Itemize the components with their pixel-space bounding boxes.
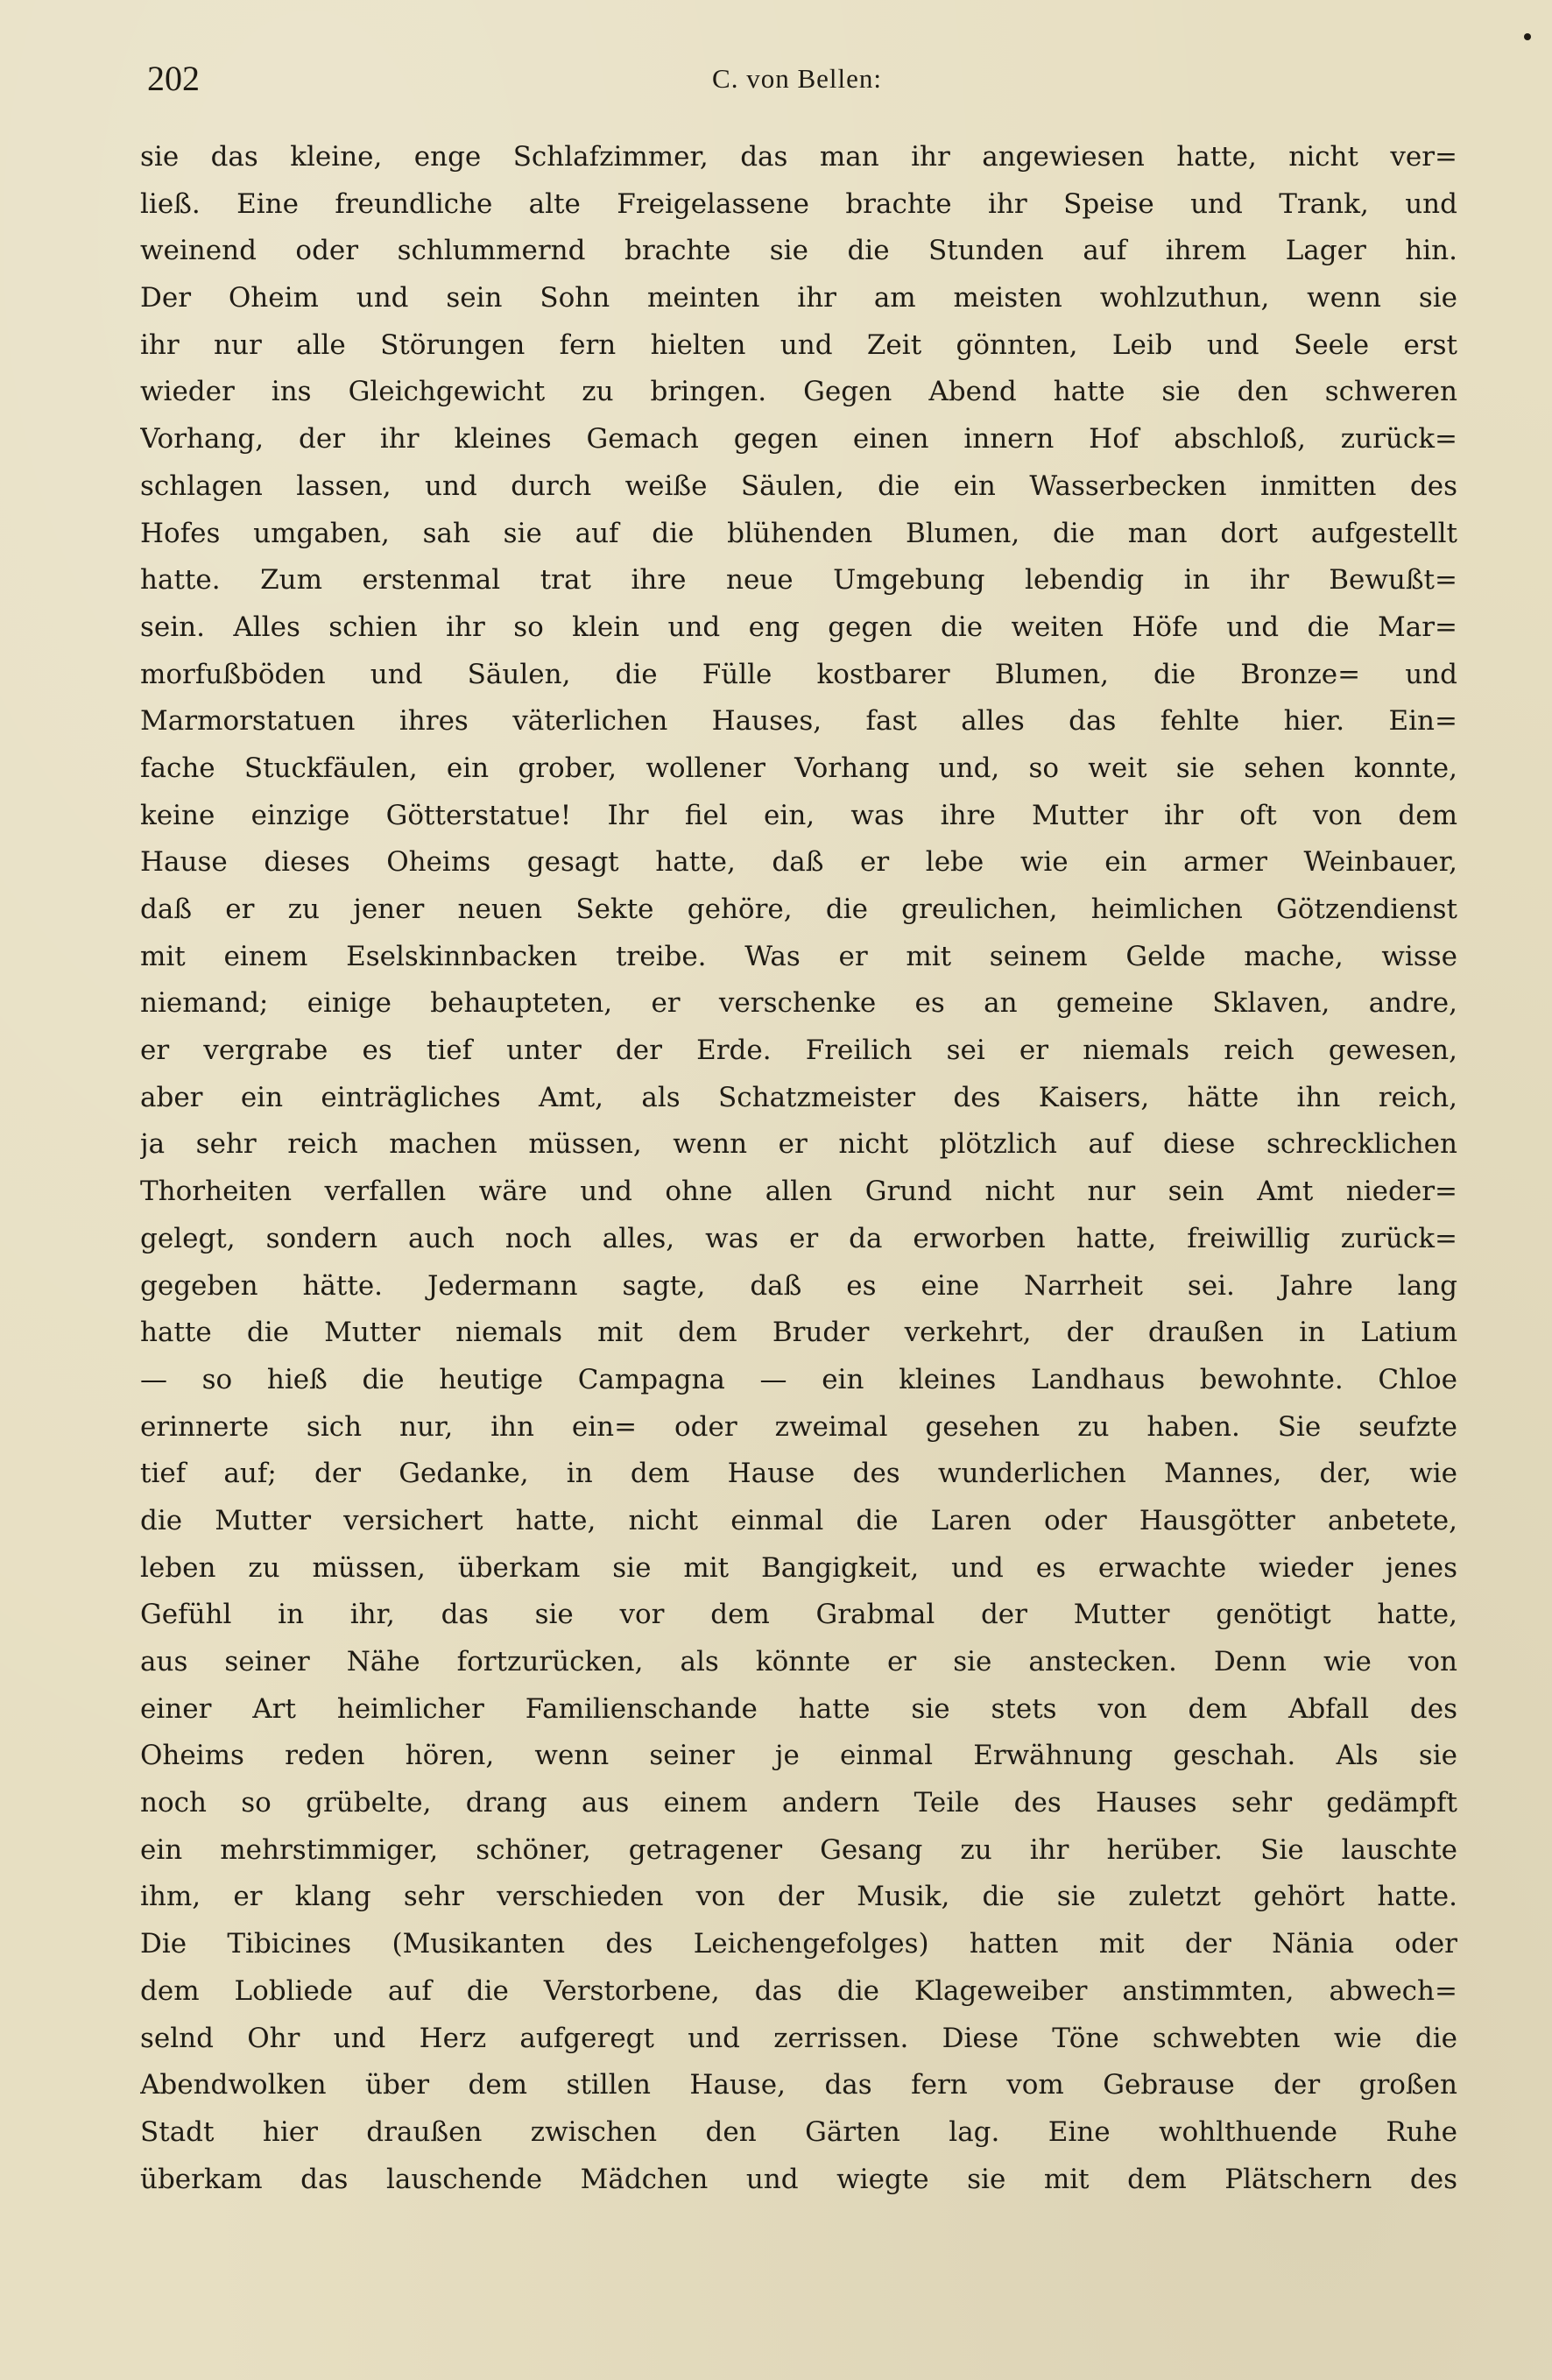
text-line: die Mutter versichert hatte, nicht einmal die Laren oder Hausgötter anbetete, — [140, 1504, 1457, 1536]
text-line: erinnerte sich nur, ihn ein= oder zweimal gesehen zu haben. Sie seufzte — [140, 1410, 1457, 1443]
text-line: gegeben hätte. Jedermann sagte, daß es eine Narrheit sei. Jahre lang — [140, 1269, 1457, 1302]
text-line: Thorheiten verfallen wäre und ohne allen Grund nicht nur sein Amt nieder= — [140, 1176, 1457, 1208]
text-line: keine einzige Götterstatue! Ihr fiel ein, was ihre Mutter ihr oft von dem — [140, 799, 1457, 831]
text-line: Vorhang, der ihr kleines Gemach gegen einen innern Hof abschloß, zurück= — [140, 423, 1457, 456]
text-line: Hofes umgaben, sah sie auf die blühenden Blumen, die man dort aufgestellt — [140, 517, 1457, 549]
text-line: wieder ins Gleichgewicht zu bringen. Gegen Abend hatte sie den schweren — [140, 376, 1457, 408]
text-line: weinend oder schlummernd brachte sie die Stunden auf ihrem Lager hin. — [140, 235, 1457, 267]
text-line: Stadt hier draußen zwischen den Gärten lag. Eine wohlthuende Ruhe — [140, 2115, 1457, 2148]
page-header — [147, 53, 1447, 105]
body-text — [140, 134, 1457, 2203]
text-line: ihm, er klang sehr verschieden von der Musik, die sie zuletzt gehört hatte. — [140, 1881, 1457, 1913]
text-line: — so hieß die heutige Campagna — ein kleines Landhaus bewohnte. Chloe — [140, 1363, 1457, 1395]
page-number: 202 — [147, 59, 200, 98]
text-line: selnd Ohr und Herz aufgeregt und zerrissen. Diese Töne schwebten wie die — [140, 2022, 1457, 2054]
text-line: ihr nur alle Störungen fern hielten und Zeit gönnten, Leib und Seele erst — [140, 328, 1457, 361]
ink-speck — [1524, 33, 1531, 40]
text-line: fache Stuckfäulen, ein grober, wollener Vorhang und, so weit sie sehen konnte, — [140, 752, 1457, 784]
text-line: ja sehr reich machen müssen, wenn er nicht plötzlich auf diese schrecklichen — [140, 1128, 1457, 1161]
text-line: ließ. Eine freundliche alte Freigelassene brachte ihr Speise und Trank, und — [140, 187, 1457, 220]
text-line: Abendwolken über dem stillen Hause, das fern vom Gebrause der großen — [140, 2069, 1457, 2101]
text-line: ein mehrstimmiger, schöner, getragener Gesang zu ihr herüber. Sie lauschte — [140, 1833, 1457, 1866]
text-line: niemand; einige behaupteten, er verschenke es an gemeine Sklaven, andre, — [140, 987, 1457, 1020]
text-line: morfußböden und Säulen, die Fülle kostbarer Blumen, die Bronze= und — [140, 658, 1457, 690]
text-line: aber ein einträgliches Amt, als Schatzmeister des Kaisers, hätte ihn reich, — [140, 1081, 1457, 1113]
text-line: Hause dieses Oheims gesagt hatte, daß er lebe wie ein armer Weinbauer, — [140, 846, 1457, 879]
text-line: noch so grübelte, drang aus einem andern Teile des Hauses sehr gedämpft — [140, 1787, 1457, 1819]
text-line: Oheims reden hören, wenn seiner je einmal Erwähnung geschah. Als sie — [140, 1740, 1457, 1772]
text-line: überkam das lauschende Mädchen und wiegte sie mit dem Plätschern des — [140, 2163, 1457, 2195]
text-line: sie das kleine, enge Schlafzimmer, das man ihr angewiesen hatte, nicht ver= — [140, 141, 1457, 173]
text-line: leben zu müssen, überkam sie mit Bangigkeit, und es erwachte wieder jenes — [140, 1551, 1457, 1584]
text-line: er vergrabe es tief unter der Erde. Freilich sei er niemals reich gewesen, — [140, 1035, 1457, 1067]
text-line: Der Oheim und sein Sohn meinten ihr am meisten wohlzuthun, wenn sie — [140, 282, 1457, 314]
text-line: Gefühl in ihr, das sie vor dem Grabmal der Mutter genötigt hatte, — [140, 1599, 1457, 1631]
text-line: schlagen lassen, und durch weiße Säulen, die ein Wasserbecken inmitten des — [140, 470, 1457, 502]
text-line: gelegt, sondern auch noch alles, was er da erworben hatte, freiwillig zurück= — [140, 1222, 1457, 1254]
text-line: hatte die Mutter niemals mit dem Bruder verkehrt, der draußen in Latium — [140, 1317, 1457, 1349]
text-line: aus seiner Nähe fortzurücken, als könnte er sie anstecken. Denn wie von — [140, 1646, 1457, 1677]
text-line: mit einem Eselskinnbacken treibe. Was er mit seinem Gelde mache, wisse — [140, 940, 1457, 972]
text-line: Marmorstatuen ihres väterlichen Hauses, fast alles das fehlte hier. Ein= — [140, 705, 1457, 738]
text-line: sein. Alles schien ihr so klein und eng gegen die weiten Höfe und die Mar= — [140, 611, 1457, 643]
text-line: dem Lobliede auf die Verstorbene, das die Klageweiber anstimmten, abwech= — [140, 1974, 1457, 2007]
text-line: einer Art heimlicher Familienschande hatte sie stets von dem Abfall des — [140, 1692, 1457, 1725]
text-line: daß er zu jener neuen Sekte gehöre, die greulichen, heimlichen Götzendienst — [140, 893, 1457, 925]
text-line: tief auf; der Gedanke, in dem Hause des wunderlichen Mannes, der, wie — [140, 1458, 1457, 1490]
text-line: hatte. Zum erstenmal trat ihre neue Umgebung lebendig in ihr Bewußt= — [140, 564, 1457, 597]
running-head: C. von Bellen: — [712, 63, 882, 94]
text-line: Die Tibicines (Musikanten des Leichengefolges) hatten mit der Nänia oder — [140, 1928, 1457, 1960]
